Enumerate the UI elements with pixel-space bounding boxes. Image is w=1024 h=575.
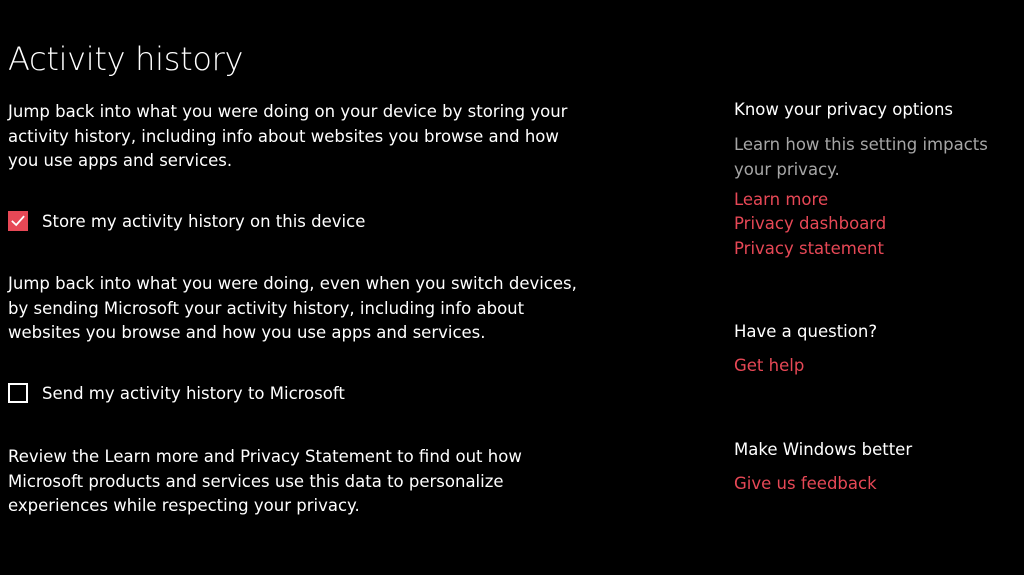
send-history-description: Jump back into what you were doing, even when you switch devices, by sending Microsoft your activity history, including info about websites you browse and how you use apps and services. [8,274,577,342]
checkmark-icon [10,213,26,229]
store-history-checkbox[interactable] [8,211,28,231]
local-history-description: Jump back into what you were doing on your device by storing your activity history, including info about websites you browse and how you use apps and services. [8,102,568,170]
send-history-checkbox[interactable] [8,383,28,403]
send-history-checkbox-row[interactable] [8,380,345,406]
privacy-dashboard-link[interactable]: Privacy dashboard [734,214,887,233]
make-windows-better-heading: Make Windows better [734,440,913,459]
send-history-label[interactable]: Send my activity history to Microsoft [42,383,345,403]
give-feedback-link[interactable]: Give us feedback [734,474,877,493]
privacy-review-text: Review the Learn more and Privacy Statement to find out how Microsoft products and services use this data to personalize experiences while respecting your privacy. [8,447,522,515]
privacy-options-heading: Know your privacy options [734,100,954,119]
privacy-statement-link[interactable]: Privacy statement [734,239,884,258]
question-heading: Have a question? [734,322,878,341]
get-help-link[interactable]: Get help [734,356,805,375]
privacy-options-text: Learn how this setting impacts your privacy. [734,135,988,179]
learn-more-link[interactable]: Learn more [734,190,829,209]
page-title: Activity history [8,40,244,78]
store-history-label[interactable]: Store my activity history on this device [42,211,366,231]
store-history-checkbox-row[interactable] [8,208,365,234]
